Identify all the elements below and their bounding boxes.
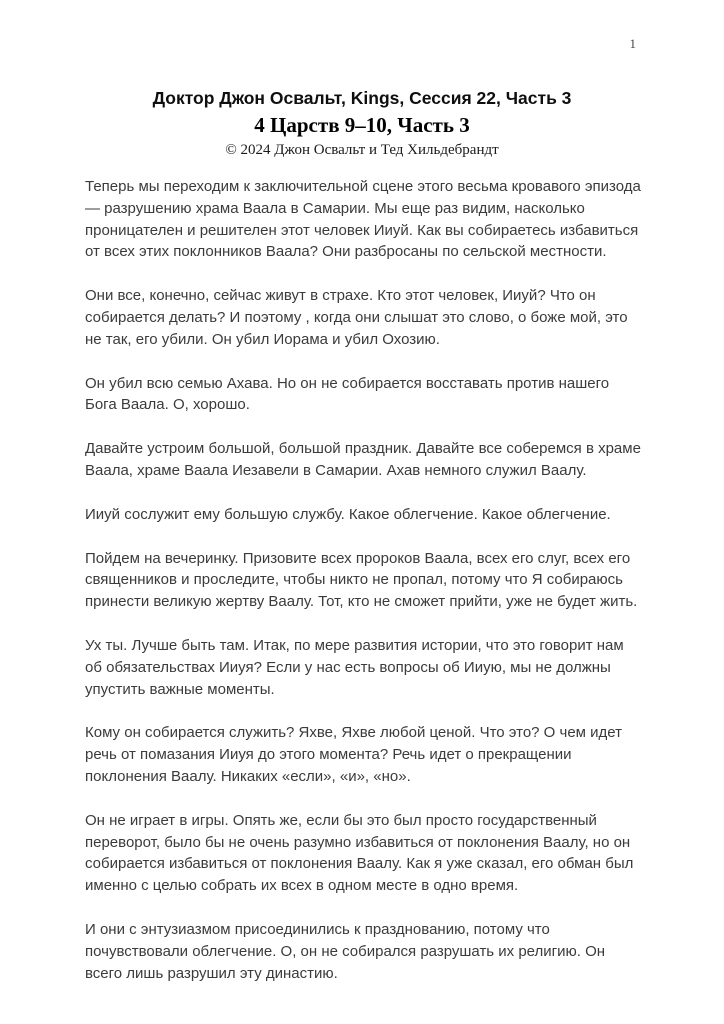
paragraph: Теперь мы переходим к заключительной сцене этого весьма кровавого эпизода — разрушению храма Ваала в Самарии. Мы еще раз видим, насколько проницателен и решителен этот человек Ииуй. Как вы собираетесь избавиться от всех этих поклонников Ваала? Они разбросаны по сельской местности. [85,178,641,261]
paragraph: Ииуй сослужит ему большую службу. Какое облегчение. Какое облегчение. [85,505,611,523]
copyright-line: © 2024 Джон Освальт и Тед Хильдебрандт [225,142,499,158]
paragraph: Пойдем на вечеринку. Призовите всех пророков Ваала, всех его слуг, всех его священников и проследите, чтобы никто не пропал, потому что Я собираюсь принести великую жертву Ваалу. Тот, кто не сможет прийти, уже не будет жить. [85,549,638,611]
paragraph: Давайте устроим большой, большой праздник. Давайте все соберемся в храме Ваала, храме Ваала Иезавели в Самарии. Ахав немного служил Ваалу. [85,440,641,479]
document-body [85,176,642,984]
paragraph: Он не играет в игры. Опять же, если бы это был просто государственный переворот, было бы не очень разумно избавиться от поклонения Ваалу, но он собирается избавиться от поклонения Ваалу. Как я уже сказал, его обман был именно с целью собрать их всех в одном месте в одно время. [85,811,634,895]
document-subtitle: 4 Царств 9–10, Часть 3 [254,113,470,137]
paragraph: Они все, конечно, сейчас живут в страхе. Кто этот человек, Ииуй? Что он собирается делать? И поэтому , когда они слышат это слово, о боже мой, это не так, его убили. Он убил Иорама и убил Охозию. [85,287,628,348]
paragraph: И они с энтузиазмом присоединились к празднованию, потому что почувствовали облегчение. О, он не собирался разрушать их религию. Он всего лишь разрушил эту династию. [85,920,606,982]
paragraph: Он убил всю семью Ахава. Но он не собирается восставать против нашего Бога Ваала. О, хорошо. [85,374,610,414]
document-title: Доктор Джон Освальт, Kings, Сессия 22, Часть 3 [152,88,572,108]
title-block [0,0,724,160]
paragraph: Кому он собирается служить? Яхве, Яхве любой ценой. Что это? О чем идет речь от помазания Ииуя до этого момента? Речь идет о прекращении поклонения Ваалу. Никаких «если», «и», «но». [85,724,622,785]
paragraph: Ух ты. Лучше быть там. Итак, по мере развития истории, что это говорит нам об обязательствах Ииуя? Если у нас есть вопросы об Ииую, мы не должны упустить важные моменты. [85,636,624,698]
page-number: 1 [629,36,636,51]
